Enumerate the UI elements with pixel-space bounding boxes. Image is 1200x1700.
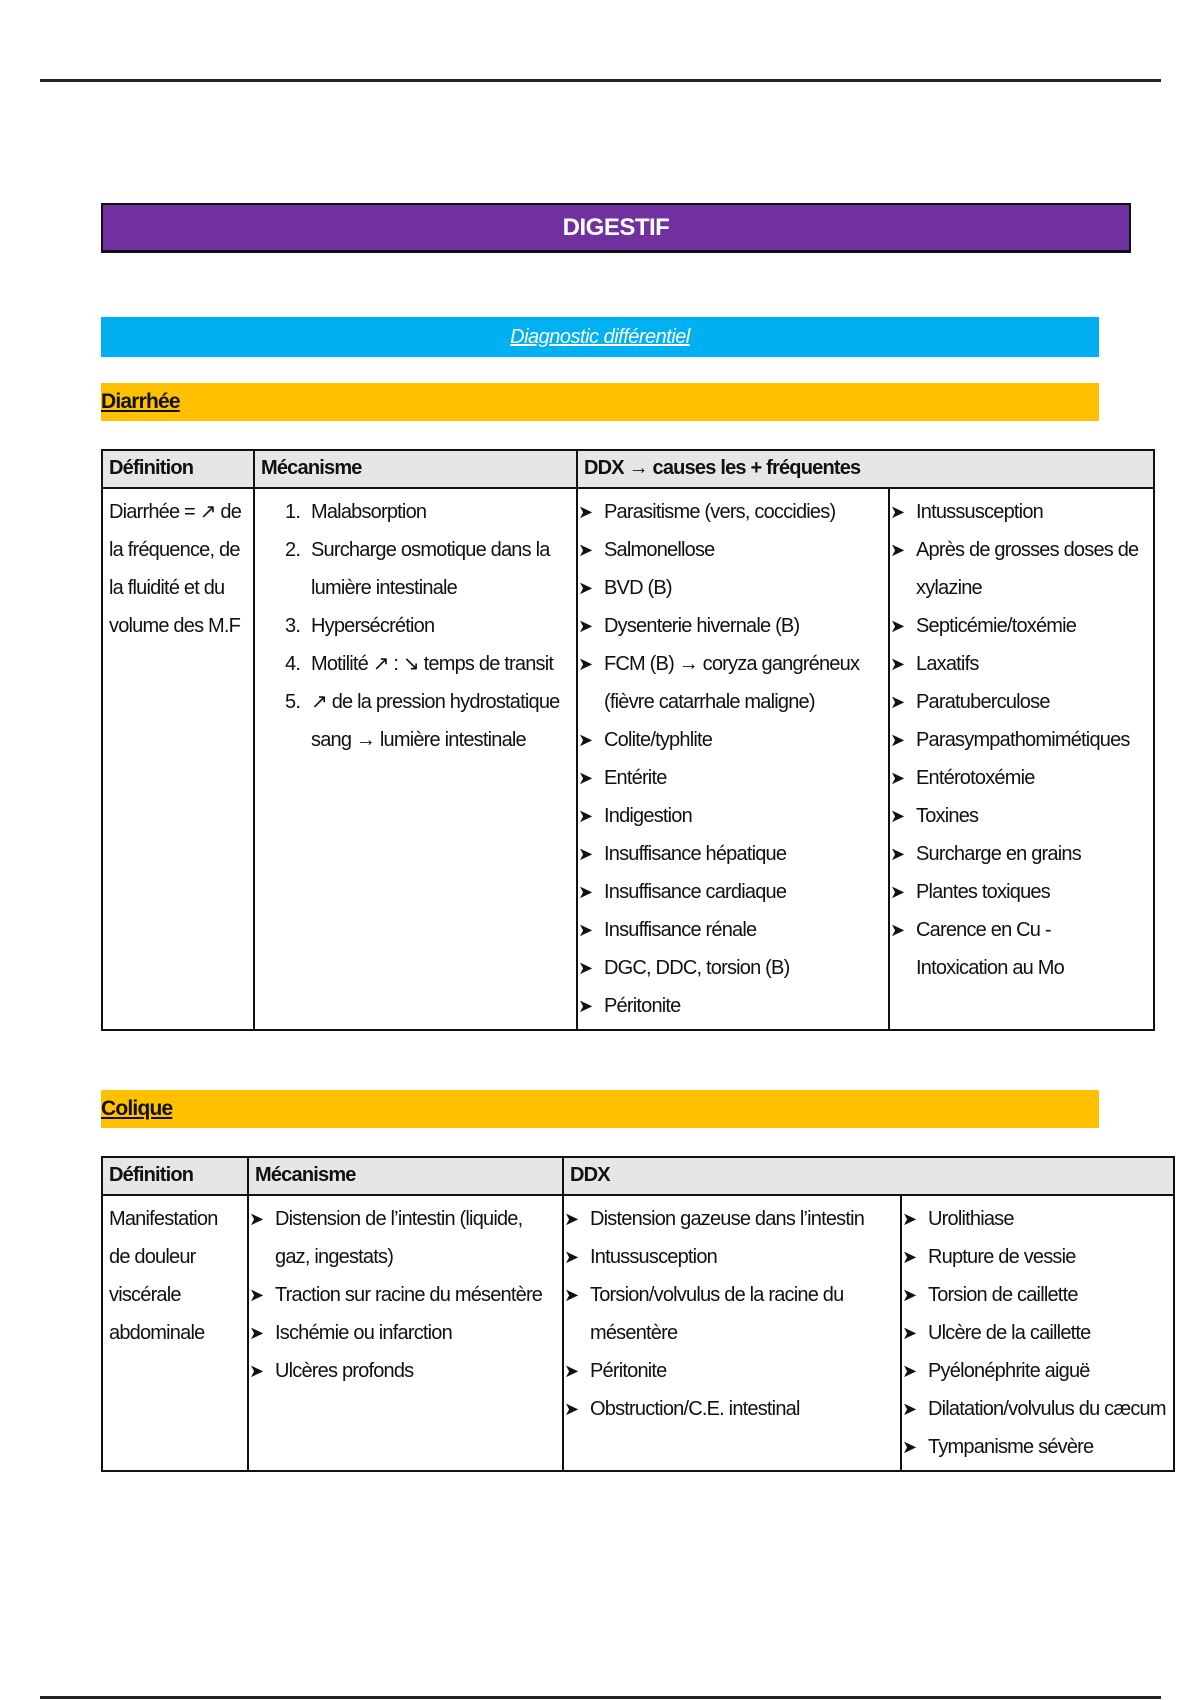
list-item-text: Surcharge en grains bbox=[916, 843, 1081, 865]
cell-mecanisme bbox=[248, 1195, 563, 1471]
list-item bbox=[564, 1200, 900, 1238]
arrow-bullet-icon: ➤ bbox=[890, 806, 905, 826]
list-item bbox=[255, 645, 576, 683]
list-item bbox=[249, 1276, 562, 1314]
list-item-text: Insuffisance cardiaque bbox=[604, 881, 787, 903]
list-item bbox=[890, 531, 1153, 607]
list-item-text: Surcharge osmotique dans la lumière intestinale bbox=[311, 539, 550, 599]
arrow-bullet-icon: ➤ bbox=[890, 616, 905, 636]
list-item-text: Traction sur racine du mésentère bbox=[275, 1284, 543, 1306]
arrow-bullet-icon: ➤ bbox=[578, 502, 593, 522]
list-item bbox=[578, 835, 888, 873]
list-item-text: Ulcère de la caillette bbox=[928, 1322, 1091, 1344]
arrow-bullet-icon: ➤ bbox=[564, 1247, 579, 1267]
list-item bbox=[249, 1200, 562, 1276]
list-item-text: Hypersécrétion bbox=[311, 615, 435, 637]
list-item bbox=[578, 493, 888, 531]
list-item-text: Ischémie ou infarction bbox=[275, 1322, 452, 1344]
arrow-bullet-icon: ➤ bbox=[564, 1399, 579, 1419]
arrow-bullet-icon: ➤ bbox=[249, 1209, 264, 1229]
definition-text: Manifestation de douleur viscérale abdominale bbox=[109, 1208, 218, 1344]
arrow-bullet-icon: ➤ bbox=[890, 654, 905, 674]
cell-ddx-col1 bbox=[563, 1195, 901, 1471]
arrow-bullet-icon: ➤ bbox=[890, 882, 905, 902]
section-text: Diagnostic différentiel bbox=[510, 325, 690, 348]
list-item bbox=[890, 607, 1153, 645]
list-item-text: Motilité ↗ : ↘ temps de transit bbox=[311, 653, 554, 675]
list-item-text: Rupture de vessie bbox=[928, 1246, 1076, 1268]
list-item-text: Ulcères profonds bbox=[275, 1360, 414, 1382]
list-number: 2. bbox=[285, 539, 301, 561]
list-item-text: Plantes toxiques bbox=[916, 881, 1050, 903]
list-item bbox=[255, 493, 576, 531]
list-item bbox=[890, 873, 1153, 911]
list-item-text: Dilatation/volvulus du cæcum bbox=[928, 1398, 1166, 1420]
list-item-text: DGC, DDC, torsion (B) bbox=[604, 957, 790, 979]
mecanisme-list bbox=[249, 1196, 562, 1394]
arrow-bullet-icon: ➤ bbox=[902, 1437, 917, 1457]
list-item bbox=[578, 721, 888, 759]
cell-ddx-col1 bbox=[577, 488, 889, 1030]
arrow-bullet-icon: ➤ bbox=[578, 806, 593, 826]
mecanisme-list bbox=[255, 489, 576, 763]
arrow-bullet-icon: ➤ bbox=[564, 1209, 579, 1229]
arrow-bullet-icon: ➤ bbox=[564, 1285, 579, 1305]
arrow-bullet-icon: ➤ bbox=[902, 1361, 917, 1381]
list-item bbox=[564, 1390, 900, 1428]
list-item bbox=[564, 1238, 900, 1276]
arrow-bullet-icon: ➤ bbox=[578, 578, 593, 598]
list-item-text: Malabsorption bbox=[311, 501, 427, 523]
list-item bbox=[578, 645, 888, 721]
list-item bbox=[890, 797, 1153, 835]
list-item-text: Péritonite bbox=[604, 995, 681, 1017]
cell-mecanisme bbox=[254, 488, 577, 1030]
list-item-text: FCM (B) → coryza gangréneux (fièvre catarrhale maligne) bbox=[604, 653, 860, 713]
list-item bbox=[255, 531, 576, 607]
topic-heading-colique bbox=[101, 1090, 1099, 1128]
arrow-bullet-icon: ➤ bbox=[890, 768, 905, 788]
table-colique bbox=[101, 1156, 1175, 1472]
list-item bbox=[578, 607, 888, 645]
list-item-text: Intussusception bbox=[916, 501, 1043, 523]
list-item-text: Distension gazeuse dans l’intestin bbox=[590, 1208, 865, 1230]
arrow-bullet-icon: ➤ bbox=[902, 1285, 917, 1305]
list-item-text: Parasitisme (vers, coccidies) bbox=[604, 501, 836, 523]
list-item bbox=[890, 835, 1153, 873]
list-item-text: Dysenterie hivernale (B) bbox=[604, 615, 800, 637]
arrow-bullet-icon: ➤ bbox=[249, 1285, 264, 1305]
arrow-bullet-icon: ➤ bbox=[578, 996, 593, 1016]
list-item-text: Distension de l’intestin (liquide, gaz, ingestats) bbox=[275, 1208, 523, 1268]
arrow-bullet-icon: ➤ bbox=[902, 1247, 917, 1267]
list-item bbox=[578, 759, 888, 797]
arrow-bullet-icon: ➤ bbox=[249, 1323, 264, 1343]
list-item-text: ↗ de la pression hydrostatique sang → lumière intestinale bbox=[311, 691, 560, 751]
list-item bbox=[902, 1238, 1173, 1276]
table-body-row bbox=[102, 1195, 1174, 1471]
list-item bbox=[578, 569, 888, 607]
list-item bbox=[890, 493, 1153, 531]
list-item bbox=[578, 531, 888, 569]
list-item-text: Insuffisance rénale bbox=[604, 919, 757, 941]
list-item bbox=[902, 1352, 1173, 1390]
list-item bbox=[902, 1314, 1173, 1352]
list-item-text: Après de grosses doses de xylazine bbox=[916, 539, 1139, 599]
list-item-text: Colite/typhlite bbox=[604, 729, 713, 751]
list-item bbox=[902, 1200, 1173, 1238]
list-item bbox=[890, 911, 1153, 987]
header-ddx: DDX bbox=[563, 1157, 1174, 1195]
list-item bbox=[578, 949, 888, 987]
list-item-text: Paratuberculose bbox=[916, 691, 1050, 713]
cell-definition bbox=[102, 488, 254, 1030]
definition-text: Diarrhée = ↗ de la fréquence, de la fluidité et du volume des M.F bbox=[109, 501, 242, 637]
list-item-text: Intussusception bbox=[590, 1246, 717, 1268]
list-item-text: Laxatifs bbox=[916, 653, 979, 675]
arrow-bullet-icon: ➤ bbox=[564, 1361, 579, 1381]
ddx-list-2 bbox=[902, 1196, 1173, 1470]
list-item bbox=[902, 1390, 1173, 1428]
arrow-bullet-icon: ➤ bbox=[890, 730, 905, 750]
list-item-text: Entérotoxémie bbox=[916, 767, 1035, 789]
arrow-bullet-icon: ➤ bbox=[890, 540, 905, 560]
arrow-bullet-icon: ➤ bbox=[578, 616, 593, 636]
list-item-text: Toxines bbox=[916, 805, 979, 827]
list-item-text: Entérite bbox=[604, 767, 667, 789]
list-item-text: Urolithiase bbox=[928, 1208, 1014, 1230]
topic-heading-diarrhee bbox=[101, 383, 1099, 421]
topic-title-diarrhee: Diarrhée bbox=[101, 390, 180, 413]
list-item-text: BVD (B) bbox=[604, 577, 672, 599]
arrow-bullet-icon: ➤ bbox=[578, 540, 593, 560]
arrow-bullet-icon: ➤ bbox=[890, 502, 905, 522]
list-item bbox=[578, 911, 888, 949]
arrow-bullet-icon: ➤ bbox=[578, 654, 593, 674]
header-mecanisme: Mécanisme bbox=[248, 1157, 563, 1195]
arrow-bullet-icon: ➤ bbox=[578, 768, 593, 788]
title-text: DIGESTIF bbox=[562, 213, 670, 241]
bottom-rule bbox=[40, 1696, 1161, 1699]
list-item bbox=[578, 797, 888, 835]
list-item bbox=[578, 873, 888, 911]
list-item bbox=[255, 607, 576, 645]
list-item bbox=[902, 1428, 1173, 1466]
list-item bbox=[902, 1276, 1173, 1314]
header-definition: Définition bbox=[102, 450, 254, 488]
header-mecanisme: Mécanisme bbox=[254, 450, 577, 488]
arrow-bullet-icon: ➤ bbox=[578, 920, 593, 940]
list-item bbox=[890, 683, 1153, 721]
table-body-row bbox=[102, 488, 1154, 1030]
ddx-list-1 bbox=[578, 489, 888, 1029]
list-item-text: Torsion/volvulus de la racine du mésentère bbox=[590, 1284, 844, 1344]
cell-ddx-col2 bbox=[901, 1195, 1174, 1471]
list-item bbox=[249, 1314, 562, 1352]
page-title bbox=[101, 203, 1131, 253]
list-item-text: Insuffisance hépatique bbox=[604, 843, 787, 865]
list-item-text: Salmonellose bbox=[604, 539, 715, 561]
list-item bbox=[890, 759, 1153, 797]
arrow-bullet-icon: ➤ bbox=[902, 1209, 917, 1229]
top-rule bbox=[40, 79, 1161, 82]
table-diarrhee bbox=[101, 449, 1155, 1031]
section-heading bbox=[101, 317, 1099, 357]
cell-ddx-col2 bbox=[889, 488, 1154, 1030]
cell-definition bbox=[102, 1195, 248, 1471]
list-item bbox=[578, 987, 888, 1025]
list-item bbox=[890, 645, 1153, 683]
list-item bbox=[890, 721, 1153, 759]
header-definition: Définition bbox=[102, 1157, 248, 1195]
arrow-bullet-icon: ➤ bbox=[578, 844, 593, 864]
arrow-bullet-icon: ➤ bbox=[578, 730, 593, 750]
ddx-list-1 bbox=[564, 1196, 900, 1432]
list-item-text: Parasympathomimétiques bbox=[916, 729, 1130, 751]
list-item-text: Péritonite bbox=[590, 1360, 667, 1382]
ddx-list-2 bbox=[890, 489, 1153, 991]
list-number: 3. bbox=[285, 615, 301, 637]
list-item bbox=[249, 1352, 562, 1390]
list-item-text: Pyélonéphrite aiguë bbox=[928, 1360, 1090, 1382]
list-item bbox=[255, 683, 576, 759]
list-item-text: Carence en Cu - Intoxication au Mo bbox=[916, 919, 1064, 979]
arrow-bullet-icon: ➤ bbox=[249, 1361, 264, 1381]
list-number: 1. bbox=[285, 501, 301, 523]
arrow-bullet-icon: ➤ bbox=[902, 1399, 917, 1419]
table-header-row bbox=[102, 1157, 1174, 1195]
list-number: 4. bbox=[285, 653, 301, 675]
header-ddx: DDX → causes les + fréquentes bbox=[577, 450, 1154, 488]
arrow-bullet-icon: ➤ bbox=[890, 692, 905, 712]
list-item bbox=[564, 1276, 900, 1352]
table-header-row bbox=[102, 450, 1154, 488]
list-item bbox=[564, 1352, 900, 1390]
arrow-bullet-icon: ➤ bbox=[902, 1323, 917, 1343]
arrow-bullet-icon: ➤ bbox=[578, 958, 593, 978]
arrow-bullet-icon: ➤ bbox=[890, 844, 905, 864]
list-item-text: Torsion de caillette bbox=[928, 1284, 1078, 1306]
topic-title-colique: Colique bbox=[101, 1097, 173, 1120]
list-item-text: Tympanisme sévère bbox=[928, 1436, 1094, 1458]
arrow-bullet-icon: ➤ bbox=[578, 882, 593, 902]
list-item-text: Obstruction/C.E. intestinal bbox=[590, 1398, 800, 1420]
list-number: 5. bbox=[285, 691, 301, 713]
list-item-text: Indigestion bbox=[604, 805, 692, 827]
list-item-text: Septicémie/toxémie bbox=[916, 615, 1077, 637]
arrow-bullet-icon: ➤ bbox=[890, 920, 905, 940]
